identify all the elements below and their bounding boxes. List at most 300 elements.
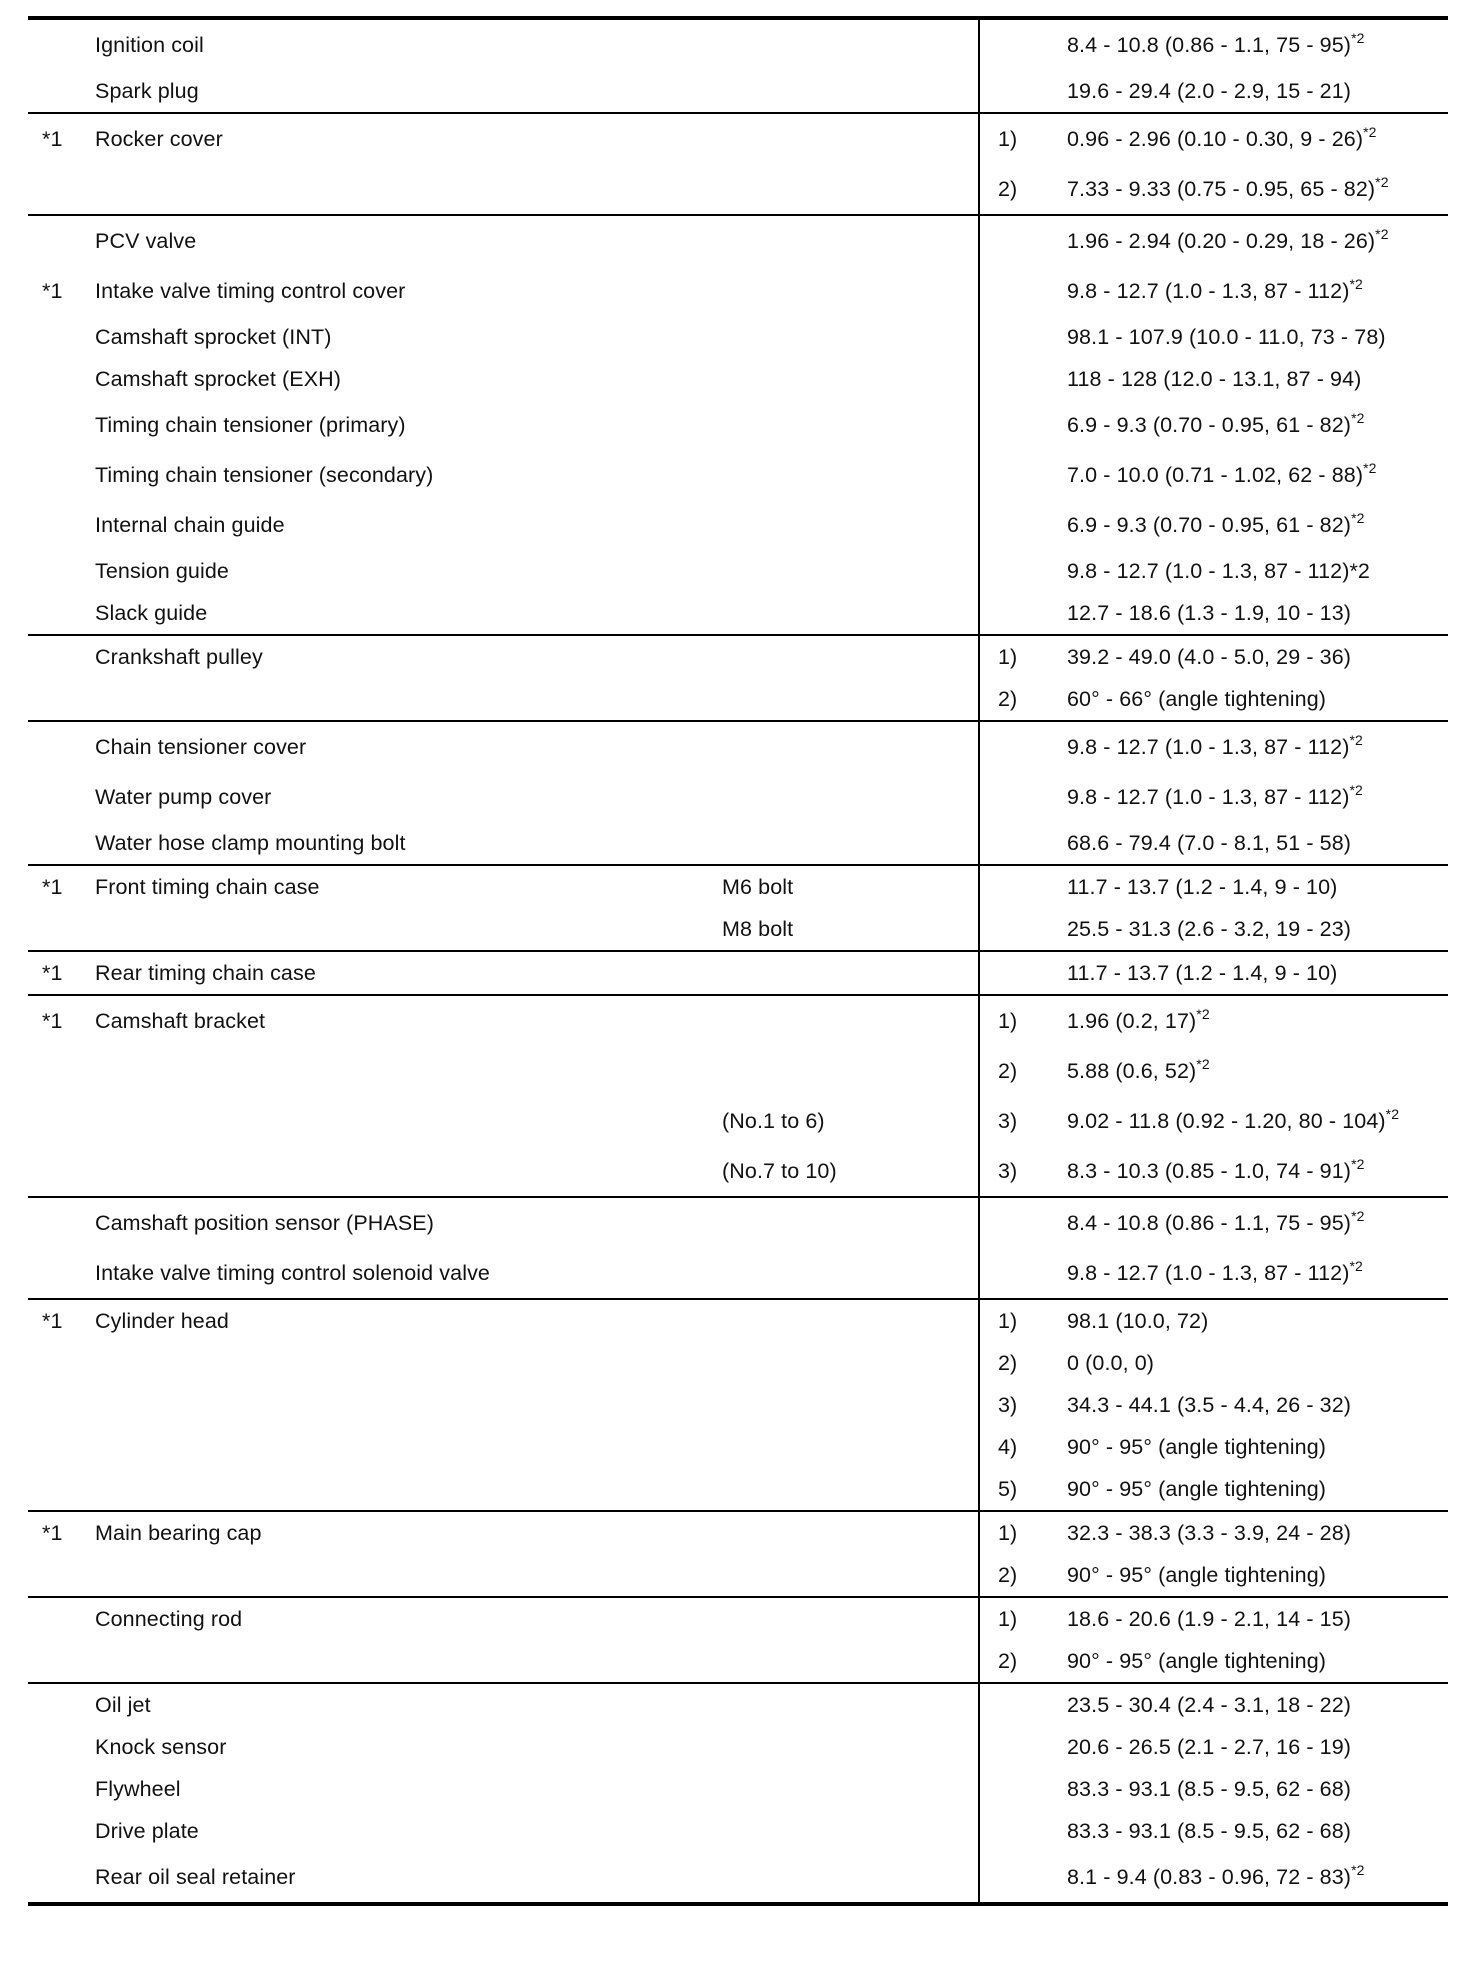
torque-value <box>1067 1146 1448 1197</box>
bolt-condition <box>722 550 979 592</box>
table-row <box>28 1384 1448 1426</box>
footnote-marker: *2 <box>1349 781 1363 798</box>
torque-value-text: 83.3 - 93.1 (8.5 - 9.5, 62 - 68) <box>1067 1776 1352 1801</box>
tightening-step <box>979 70 1067 113</box>
bolt-condition <box>722 721 979 772</box>
table-row <box>28 316 1448 358</box>
part-name: Flywheel <box>95 1776 181 1801</box>
part-name: Cylinder head <box>95 1308 229 1333</box>
torque-value-text: 90° - 95° (angle tightening) <box>1067 1476 1327 1501</box>
tightening-step: 2) <box>979 1046 1067 1096</box>
torque-value-text: 9.8 - 12.7 (1.0 - 1.3, 87 - 112) <box>1067 278 1350 303</box>
tightening-step: 2) <box>979 1554 1067 1597</box>
bolt-condition <box>722 450 979 500</box>
tightening-step <box>979 721 1067 772</box>
torque-value-text: 83.3 - 93.1 (8.5 - 9.5, 62 - 68) <box>1067 1818 1352 1843</box>
torque-value <box>1067 635 1448 678</box>
row-group <box>28 215 1448 635</box>
table-row <box>28 1810 1448 1852</box>
note-mark <box>28 1096 95 1146</box>
tightening-step <box>979 215 1067 266</box>
torque-value <box>1067 550 1448 592</box>
part-name <box>95 1096 722 1146</box>
torque-value <box>1067 70 1448 113</box>
tightening-step: 1) <box>979 995 1067 1046</box>
footnote-marker: *2 <box>1351 509 1365 526</box>
bolt-condition <box>722 400 979 450</box>
torque-value-text: 8.4 - 10.8 (0.86 - 1.1, 75 - 95) <box>1067 32 1352 57</box>
note-mark <box>28 358 95 400</box>
torque-value <box>1067 1342 1448 1384</box>
torque-value <box>1067 358 1448 400</box>
row-group <box>28 995 1448 1197</box>
note-mark: *1 <box>42 1308 63 1333</box>
note-mark <box>28 1597 95 1640</box>
torque-value <box>1067 1426 1448 1468</box>
note-mark <box>28 500 95 550</box>
table-row <box>28 500 1448 550</box>
note-mark <box>28 450 95 500</box>
tightening-step: 1) <box>979 1511 1067 1554</box>
tightening-step: 4) <box>979 1426 1067 1468</box>
bolt-condition <box>722 1597 979 1640</box>
note-mark: *1 <box>42 874 63 899</box>
table-row <box>28 1640 1448 1683</box>
part-name <box>95 1146 722 1197</box>
tightening-step <box>979 592 1067 635</box>
part-name <box>95 1384 722 1426</box>
bolt-condition <box>722 266 979 316</box>
torque-value <box>1067 1468 1448 1511</box>
bolt-condition <box>722 358 979 400</box>
torque-value <box>1067 951 1448 995</box>
torque-value-text: 68.6 - 79.4 (7.0 - 8.1, 51 - 58) <box>1067 830 1352 855</box>
note-mark: *1 <box>42 960 63 985</box>
row-group <box>28 635 1448 721</box>
note-mark <box>28 1683 95 1726</box>
torque-value <box>1067 1683 1448 1726</box>
note-mark <box>28 1640 95 1683</box>
note-mark: *1 <box>42 1008 63 1033</box>
table-row <box>28 1852 1448 1904</box>
part-name: Slack guide <box>95 600 208 625</box>
table-row <box>28 822 1448 865</box>
table-row <box>28 113 1448 164</box>
table-row <box>28 266 1448 316</box>
torque-table <box>28 16 1448 1906</box>
tightening-step <box>979 400 1067 450</box>
part-name <box>95 1426 722 1468</box>
bolt-condition <box>722 1426 979 1468</box>
note-mark <box>28 1426 95 1468</box>
note-mark <box>28 1146 95 1197</box>
table-row <box>28 1096 1448 1146</box>
tightening-step: 1) <box>979 1299 1067 1342</box>
bolt-condition <box>722 215 979 266</box>
part-name: Camshaft position sensor (PHASE) <box>95 1210 434 1235</box>
footnote-marker: *2 <box>1363 459 1377 476</box>
bolt-condition <box>722 678 979 721</box>
part-name: Drive plate <box>95 1818 199 1843</box>
bolt-condition <box>722 592 979 635</box>
bolt-condition <box>722 1342 979 1384</box>
note-mark <box>28 550 95 592</box>
torque-value-text: 5.88 (0.6, 52) <box>1067 1058 1197 1083</box>
note-mark <box>28 1468 95 1511</box>
table-row <box>28 865 1448 908</box>
part-name: Rear timing chain case <box>95 960 316 985</box>
torque-value-text: 9.8 - 12.7 (1.0 - 1.3, 87 - 112)*2 <box>1067 558 1370 583</box>
bolt-condition <box>722 1046 979 1096</box>
part-name: Oil jet <box>95 1692 151 1717</box>
tightening-step <box>979 951 1067 995</box>
torque-value <box>1067 1046 1448 1096</box>
table-row <box>28 358 1448 400</box>
torque-value-text: 8.4 - 10.8 (0.86 - 1.1, 75 - 95) <box>1067 1210 1352 1235</box>
table-row <box>28 400 1448 450</box>
part-name: Water hose clamp mounting bolt <box>95 830 406 855</box>
bolt-condition <box>722 1810 979 1852</box>
table-row <box>28 772 1448 822</box>
torque-value <box>1067 1852 1448 1904</box>
torque-value-text: 1.96 - 2.94 (0.20 - 0.29, 18 - 26) <box>1067 228 1376 253</box>
torque-value-text: 19.6 - 29.4 (2.0 - 2.9, 15 - 21) <box>1067 78 1352 103</box>
part-name: Ignition coil <box>95 32 204 57</box>
footnote-marker: *2 <box>1196 1005 1210 1022</box>
table-row <box>28 721 1448 772</box>
torque-value <box>1067 500 1448 550</box>
row-group <box>28 113 1448 215</box>
note-mark <box>28 822 95 865</box>
torque-value <box>1067 18 1448 70</box>
torque-spec-sheet <box>28 16 1448 1906</box>
torque-value <box>1067 592 1448 635</box>
note-mark <box>28 215 95 266</box>
bolt-condition <box>722 1726 979 1768</box>
bolt-condition <box>722 316 979 358</box>
table-row <box>28 1683 1448 1726</box>
bolt-condition <box>722 772 979 822</box>
table-row <box>28 1511 1448 1554</box>
torque-value <box>1067 164 1448 215</box>
torque-value-text: 90° - 95° (angle tightening) <box>1067 1648 1327 1673</box>
note-mark <box>28 316 95 358</box>
part-name: Rocker cover <box>95 126 223 151</box>
footnote-marker: *2 <box>1385 1105 1400 1122</box>
part-name: Rear oil seal retainer <box>95 1864 296 1889</box>
tightening-step <box>979 316 1067 358</box>
table-row <box>28 995 1448 1046</box>
torque-value <box>1067 266 1448 316</box>
bolt-condition <box>722 500 979 550</box>
table-row <box>28 1597 1448 1640</box>
torque-value-text: 11.7 - 13.7 (1.2 - 1.4, 9 - 10) <box>1067 874 1338 899</box>
torque-value-text: 34.3 - 44.1 (3.5 - 4.4, 26 - 32) <box>1067 1392 1352 1417</box>
part-name: Internal chain guide <box>95 512 285 537</box>
bolt-condition <box>722 1468 979 1511</box>
footnote-marker: *2 <box>1351 1155 1365 1172</box>
table-row <box>28 1046 1448 1096</box>
part-name: Knock sensor <box>95 1734 227 1759</box>
note-mark <box>28 908 95 951</box>
row-group <box>28 721 1448 865</box>
part-name: Camshaft sprocket (INT) <box>95 324 332 349</box>
torque-value-text: 9.8 - 12.7 (1.0 - 1.3, 87 - 112) <box>1067 734 1350 759</box>
tightening-step <box>979 908 1067 951</box>
table-row <box>28 1468 1448 1511</box>
torque-value-text: 90° - 95° (angle tightening) <box>1067 1562 1327 1587</box>
row-group <box>28 1511 1448 1597</box>
table-row <box>28 18 1448 70</box>
torque-value <box>1067 1640 1448 1683</box>
part-name <box>95 908 722 951</box>
footnote-marker: *2 <box>1349 275 1363 292</box>
torque-value-text: 7.0 - 10.0 (0.71 - 1.02, 62 - 88) <box>1067 462 1364 487</box>
note-mark <box>28 1384 95 1426</box>
torque-value <box>1067 1299 1448 1342</box>
tightening-step: 3) <box>979 1096 1067 1146</box>
torque-value-text: 8.3 - 10.3 (0.85 - 1.0, 74 - 91) <box>1067 1158 1352 1183</box>
tightening-step <box>979 865 1067 908</box>
table-row <box>28 450 1448 500</box>
torque-value-text: 9.8 - 12.7 (1.0 - 1.3, 87 - 112) <box>1067 1260 1350 1285</box>
bolt-condition <box>722 1511 979 1554</box>
table-row <box>28 1554 1448 1597</box>
torque-value <box>1067 865 1448 908</box>
tightening-step: 3) <box>979 1146 1067 1197</box>
note-mark <box>28 1554 95 1597</box>
bolt-condition <box>722 635 979 678</box>
tightening-step: 2) <box>979 1342 1067 1384</box>
tightening-step <box>979 1683 1067 1726</box>
part-name <box>95 1640 722 1683</box>
bolt-condition <box>722 1299 979 1342</box>
row-group <box>28 865 1448 951</box>
part-name: Camshaft bracket <box>95 1008 266 1033</box>
table-row <box>28 1248 1448 1299</box>
row-group <box>28 1597 1448 1683</box>
tightening-step <box>979 822 1067 865</box>
table-row <box>28 1426 1448 1468</box>
bolt-condition <box>722 951 979 995</box>
part-name <box>95 1468 722 1511</box>
torque-value <box>1067 215 1448 266</box>
bolt-condition <box>722 1852 979 1904</box>
tightening-step <box>979 266 1067 316</box>
tightening-step: 2) <box>979 164 1067 215</box>
torque-value-text: 9.8 - 12.7 (1.0 - 1.3, 87 - 112) <box>1067 784 1350 809</box>
bolt-condition: M8 bolt <box>722 916 794 941</box>
row-group <box>28 951 1448 995</box>
torque-value <box>1067 1726 1448 1768</box>
tightening-step <box>979 1248 1067 1299</box>
footnote-marker: *2 <box>1349 731 1363 748</box>
part-name <box>95 1554 722 1597</box>
note-mark <box>28 1852 95 1904</box>
part-name: Tension guide <box>95 558 229 583</box>
table-row <box>28 215 1448 266</box>
tightening-step: 1) <box>979 1597 1067 1640</box>
part-name: Front timing chain case <box>95 874 320 899</box>
table-row <box>28 1342 1448 1384</box>
note-mark <box>28 18 95 70</box>
tightening-step <box>979 1768 1067 1810</box>
tightening-step <box>979 450 1067 500</box>
torque-value <box>1067 908 1448 951</box>
part-name <box>95 164 722 215</box>
torque-value <box>1067 1096 1448 1146</box>
tightening-step: 1) <box>979 113 1067 164</box>
torque-value <box>1067 1597 1448 1640</box>
bolt-condition <box>722 1683 979 1726</box>
footnote-marker: *2 <box>1375 173 1389 190</box>
note-mark <box>28 721 95 772</box>
note-mark <box>28 1810 95 1852</box>
table-row <box>28 951 1448 995</box>
torque-value-text: 18.6 - 20.6 (1.9 - 2.1, 14 - 15) <box>1067 1606 1352 1631</box>
tightening-step <box>979 358 1067 400</box>
part-name: PCV valve <box>95 228 197 253</box>
bolt-condition <box>722 822 979 865</box>
table-row <box>28 1299 1448 1342</box>
torque-value-text: 90° - 95° (angle tightening) <box>1067 1434 1327 1459</box>
table-row <box>28 164 1448 215</box>
table-row <box>28 550 1448 592</box>
torque-value-text: 7.33 - 9.33 (0.75 - 0.95, 65 - 82) <box>1067 176 1376 201</box>
note-mark <box>28 772 95 822</box>
part-name: Timing chain tensioner (secondary) <box>95 462 434 487</box>
torque-value-text: 118 - 128 (12.0 - 13.1, 87 - 94) <box>1067 366 1362 391</box>
torque-value <box>1067 1384 1448 1426</box>
torque-value-text: 39.2 - 49.0 (4.0 - 5.0, 29 - 36) <box>1067 644 1352 669</box>
torque-value <box>1067 1511 1448 1554</box>
tightening-step <box>979 500 1067 550</box>
torque-value <box>1067 678 1448 721</box>
tightening-step: 3) <box>979 1384 1067 1426</box>
row-group <box>28 1299 1448 1511</box>
torque-value-text: 0.96 - 2.96 (0.10 - 0.30, 9 - 26) <box>1067 126 1364 151</box>
bolt-condition <box>722 995 979 1046</box>
table-row <box>28 1726 1448 1768</box>
tightening-step: 5) <box>979 1468 1067 1511</box>
torque-value <box>1067 721 1448 772</box>
torque-value-text: 23.5 - 30.4 (2.4 - 3.1, 18 - 22) <box>1067 1692 1352 1717</box>
bolt-condition <box>722 113 979 164</box>
torque-value-text: 12.7 - 18.6 (1.3 - 1.9, 10 - 13) <box>1067 600 1352 625</box>
torque-value-text: 1.96 (0.2, 17) <box>1067 1008 1197 1033</box>
tightening-step: 1) <box>979 635 1067 678</box>
part-name <box>95 1342 722 1384</box>
note-mark <box>28 70 95 113</box>
note-mark: *1 <box>42 1520 63 1545</box>
note-mark: *1 <box>42 126 63 151</box>
torque-value-text: 32.3 - 38.3 (3.3 - 3.9, 24 - 28) <box>1067 1520 1352 1545</box>
table-row <box>28 908 1448 951</box>
part-name: Timing chain tensioner (primary) <box>95 412 406 437</box>
torque-value-text: 8.1 - 9.4 (0.83 - 0.96, 72 - 83) <box>1067 1864 1352 1889</box>
part-name: Spark plug <box>95 78 199 103</box>
footnote-marker: *2 <box>1349 1257 1363 1274</box>
torque-value <box>1067 1768 1448 1810</box>
table-row <box>28 1146 1448 1197</box>
row-group <box>28 1197 1448 1299</box>
torque-value-text: 6.9 - 9.3 (0.70 - 0.95, 61 - 82) <box>1067 512 1352 537</box>
torque-value <box>1067 995 1448 1046</box>
torque-value-text: 11.7 - 13.7 (1.2 - 1.4, 9 - 10) <box>1067 960 1338 985</box>
torque-value-text: 6.9 - 9.3 (0.70 - 0.95, 61 - 82) <box>1067 412 1352 437</box>
table-row <box>28 1768 1448 1810</box>
torque-value <box>1067 1810 1448 1852</box>
bolt-condition: M6 bolt <box>722 874 794 899</box>
footnote-marker: *2 <box>1375 225 1389 242</box>
footnote-marker: *2 <box>1363 123 1377 140</box>
note-mark: *1 <box>42 278 63 303</box>
torque-value-text: 25.5 - 31.3 (2.6 - 3.2, 19 - 23) <box>1067 916 1352 941</box>
bolt-condition: (No.7 to 10) <box>722 1158 837 1183</box>
footnote-marker: *2 <box>1351 1861 1365 1878</box>
tightening-step <box>979 1726 1067 1768</box>
torque-value <box>1067 1197 1448 1248</box>
tightening-step <box>979 1197 1067 1248</box>
torque-value-text: 0 (0.0, 0) <box>1067 1350 1155 1375</box>
tightening-step: 2) <box>979 678 1067 721</box>
tightening-step <box>979 772 1067 822</box>
part-name: Intake valve timing control solenoid valve <box>95 1260 490 1285</box>
bolt-condition <box>722 1248 979 1299</box>
bolt-condition <box>722 70 979 113</box>
footnote-marker: *2 <box>1351 1207 1365 1224</box>
bolt-condition <box>722 1554 979 1597</box>
tightening-step: 2) <box>979 1640 1067 1683</box>
note-mark <box>28 1046 95 1096</box>
torque-value <box>1067 772 1448 822</box>
torque-value-text: 98.1 (10.0, 72) <box>1067 1308 1209 1333</box>
torque-value <box>1067 822 1448 865</box>
note-mark <box>28 1342 95 1384</box>
note-mark <box>28 1197 95 1248</box>
torque-value-text: 20.6 - 26.5 (2.1 - 2.7, 16 - 19) <box>1067 1734 1352 1759</box>
tightening-step <box>979 1852 1067 1904</box>
tightening-step <box>979 1810 1067 1852</box>
part-name <box>95 678 722 721</box>
bolt-condition <box>722 1384 979 1426</box>
part-name: Connecting rod <box>95 1606 243 1631</box>
note-mark <box>28 164 95 215</box>
note-mark <box>28 1726 95 1768</box>
bolt-condition <box>722 18 979 70</box>
bolt-condition <box>722 164 979 215</box>
part-name: Intake valve timing control cover <box>95 278 406 303</box>
bolt-condition <box>722 1197 979 1248</box>
bolt-condition: (No.1 to 6) <box>722 1108 825 1133</box>
table-row <box>28 1197 1448 1248</box>
part-name <box>95 1046 722 1096</box>
part-name: Camshaft sprocket (EXH) <box>95 366 342 391</box>
note-mark <box>28 678 95 721</box>
torque-value-text: 60° - 66° (angle tightening) <box>1067 686 1327 711</box>
torque-value-text: 98.1 - 107.9 (10.0 - 11.0, 73 - 78) <box>1067 324 1386 349</box>
torque-value <box>1067 1554 1448 1597</box>
tightening-step <box>979 550 1067 592</box>
torque-value <box>1067 450 1448 500</box>
bolt-condition <box>722 1768 979 1810</box>
row-group <box>28 18 1448 113</box>
note-mark <box>28 592 95 635</box>
torque-value <box>1067 316 1448 358</box>
footnote-marker: *2 <box>1351 409 1365 426</box>
torque-value-text: 9.02 - 11.8 (0.92 - 1.20, 80 - 104) <box>1067 1108 1386 1133</box>
table-row <box>28 70 1448 113</box>
